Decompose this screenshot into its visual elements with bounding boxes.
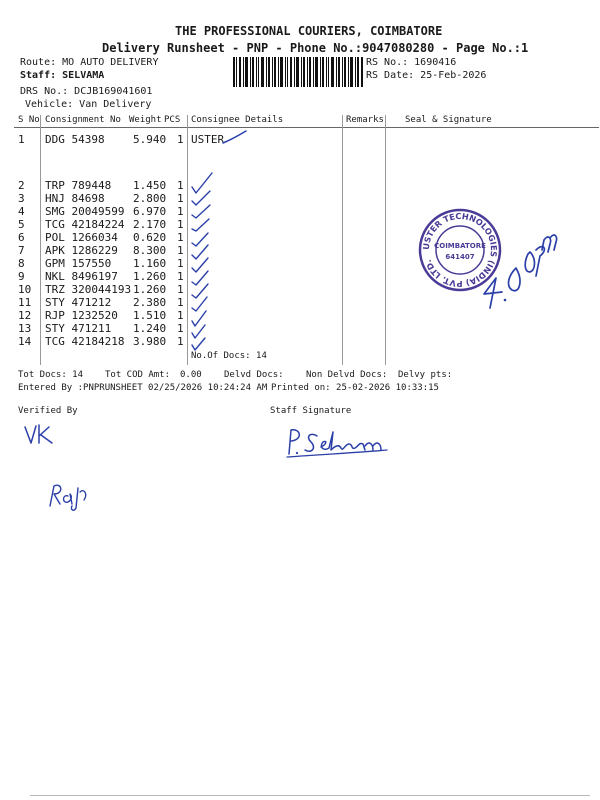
- row-weight: 5.940: [133, 133, 167, 146]
- row-consignment: APK 1286229: [45, 244, 118, 257]
- row-consignment: TRZ 320044193: [45, 283, 132, 296]
- col-sno: S No: [18, 115, 40, 125]
- row-weight: 1.160: [133, 257, 167, 270]
- drs-number: DRS No.: DCJB169041601: [20, 86, 153, 97]
- delvy-pts: Delvy pts:: [398, 370, 453, 380]
- row-pcs: 1: [177, 218, 184, 231]
- row-sno: 7: [18, 244, 25, 257]
- barcode: [233, 57, 363, 87]
- seal-ring-text: USTER TECHNOLOGIES (INDIA) PVT. LTD.: [420, 210, 500, 290]
- staff-label: Staff: SELVAMA: [20, 70, 105, 81]
- col-divider: [385, 115, 386, 365]
- row-sno: 11: [18, 296, 32, 309]
- row-consignment: RJP 1232520: [45, 309, 118, 322]
- row-weight: 1.450: [133, 179, 167, 192]
- row-consignment: STY 471211: [45, 322, 112, 335]
- row-pcs: 1: [177, 322, 184, 335]
- row-sno: 3: [18, 192, 25, 205]
- seal-pin: 641407: [445, 253, 475, 261]
- row-pcs: 1: [177, 270, 184, 283]
- staff-signature-label: Staff Signature: [270, 406, 352, 416]
- route-label: Route: MO AUTO DELIVERY: [20, 57, 159, 68]
- row-consignment: TCG 42184224: [45, 218, 125, 231]
- row-pcs: 1: [177, 179, 184, 192]
- no-of-docs: No.Of Docs: 14: [191, 351, 267, 361]
- non-delvd-docs: Non Delvd Docs:: [306, 370, 388, 380]
- cod-value: 0.00: [180, 370, 202, 380]
- row-pcs: 1: [177, 296, 184, 309]
- row-weight: 1.260: [133, 283, 167, 296]
- header-divider: [14, 127, 599, 128]
- seal-city: COIMBATORE: [434, 242, 486, 250]
- col-consignee: Consignee Details: [191, 115, 284, 125]
- row-sno: 2: [18, 179, 25, 192]
- staff-signature-icon: [283, 426, 391, 460]
- row-consignment: DDG 54398: [45, 133, 105, 146]
- row-consignment: GPM 157550: [45, 257, 112, 270]
- printed-on: Printed on: 25-02-2026 10:33:15: [271, 383, 439, 393]
- row-sno: 5: [18, 218, 25, 231]
- row-pcs: 1: [177, 309, 184, 322]
- row-sno: 6: [18, 231, 25, 244]
- col-seal: Seal & Signature: [405, 115, 492, 125]
- row-sno: 4: [18, 205, 25, 218]
- row-weight: 1.240: [133, 322, 167, 335]
- row-weight: 1.260: [133, 270, 167, 283]
- checkmarks-icon: [186, 125, 266, 355]
- other-initials-icon: [46, 478, 94, 512]
- rs-number: RS No.: 1690416: [366, 57, 457, 68]
- col-remarks: Remarks: [346, 115, 384, 125]
- col-divider: [342, 115, 343, 365]
- row-weight: 2.800: [133, 192, 167, 205]
- delvd-docs: Delvd Docs:: [224, 370, 284, 380]
- row-consignment: STY 471212: [45, 296, 112, 309]
- row-weight: 0.620: [133, 231, 167, 244]
- runsheet-subtitle: Delivery Runsheet - PNP - Phone No.:9047080280 - Page No.:1: [102, 41, 529, 55]
- row-pcs: 1: [177, 244, 184, 257]
- row-sno: 8: [18, 257, 25, 270]
- row-sno: 1: [18, 133, 25, 146]
- col-weight: Weight: [129, 115, 162, 125]
- row-sno: 9: [18, 270, 25, 283]
- row-consignment: TCG 42184218: [45, 335, 125, 348]
- row-consignment: HNJ 84698: [45, 192, 105, 205]
- row-pcs: 1: [177, 335, 184, 348]
- row-weight: 3.980: [133, 335, 167, 348]
- row-consignment: POL 1266034: [45, 231, 118, 244]
- row-weight: 8.300: [133, 244, 167, 257]
- vehicle-label: Vehicle: Van Delivery: [25, 99, 152, 110]
- col-pcs: PCS: [164, 115, 181, 125]
- verified-by-label: Verified By: [18, 406, 78, 416]
- row-pcs: 1: [177, 257, 184, 270]
- row-consignee: USTER: [191, 133, 225, 146]
- row-weight: 1.510: [133, 309, 167, 322]
- tot-docs: Tot Docs: 14: [18, 370, 84, 380]
- company-title: THE PROFESSIONAL COURIERS, COIMBATORE: [175, 24, 443, 38]
- row-sno: 14: [18, 335, 32, 348]
- row-weight: 2.170: [133, 218, 167, 231]
- tot-cod-amt: Tot COD Amt:: [105, 370, 171, 380]
- handwritten-time-icon: [478, 228, 558, 318]
- row-weight: 6.970: [133, 205, 167, 218]
- row-weight: 2.380: [133, 296, 167, 309]
- verified-initials-icon: [22, 423, 62, 447]
- row-pcs: 1: [177, 133, 184, 146]
- scan-edge-divider: [30, 795, 590, 796]
- col-consignment: Consignment No: [45, 115, 121, 125]
- row-pcs: 1: [177, 283, 184, 296]
- entered-by: Entered By :PNPRUNSHEET 02/25/2026 10:24:24 AM: [18, 383, 268, 393]
- row-pcs: 1: [177, 192, 184, 205]
- col-divider: [40, 115, 41, 365]
- row-consignment: NKL 8496197: [45, 270, 118, 283]
- row-sno: 13: [18, 322, 32, 335]
- row-consignment: SMG 20049599: [45, 205, 125, 218]
- row-sno: 10: [18, 283, 32, 296]
- barcode-icon: [233, 57, 363, 87]
- rs-date: RS Date: 25-Feb-2026: [366, 70, 487, 81]
- row-pcs: 1: [177, 205, 184, 218]
- row-consignment: TRP 789448: [45, 179, 112, 192]
- row-sno: 12: [18, 309, 32, 322]
- row-pcs: 1: [177, 231, 184, 244]
